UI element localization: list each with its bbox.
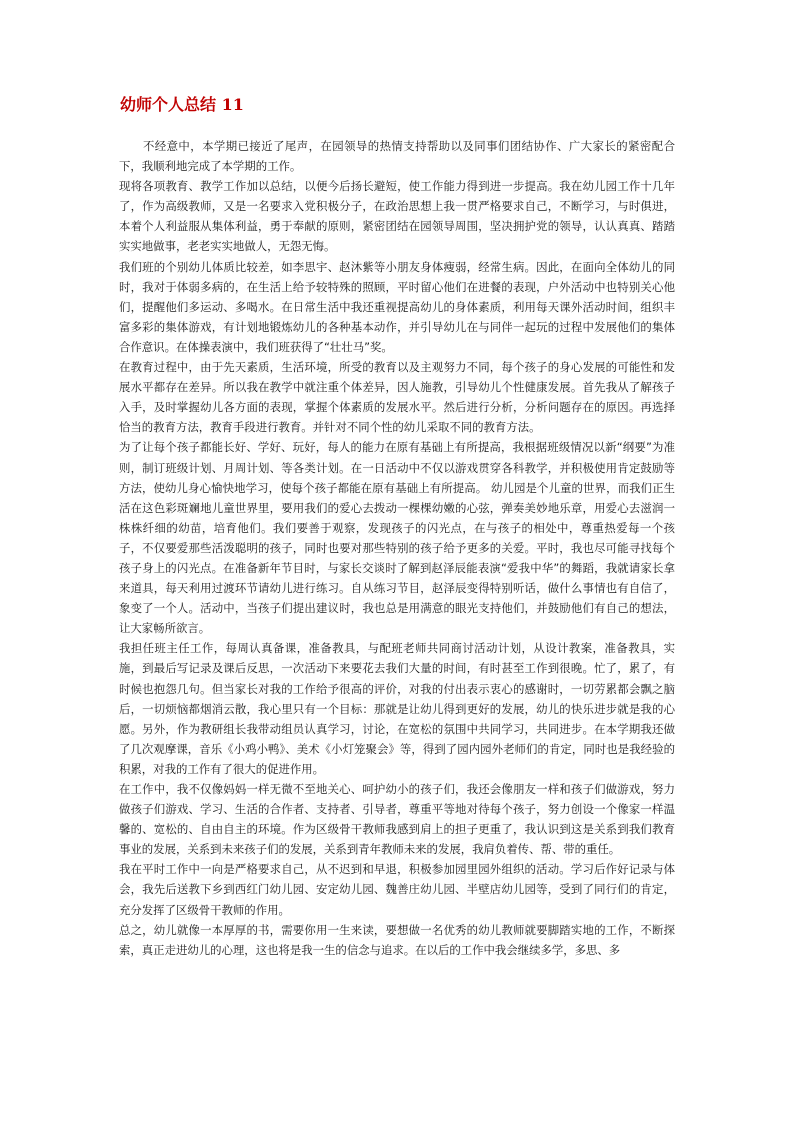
- document-title: 幼师个人总结 11: [120, 95, 244, 114]
- paragraph-political: 现将各项教育、教学工作加以总结，以便今后扬长避短，使工作能力得到进一步提高。我在幼儿园工作十几年了，作为高级教师，又是一名要求入党积极分子，在政治思想上我一贯严格要求自己，不断学习，与时俱进，本着个人利益服从集体利益，勇于奉献的原则，紧密团结在园领导周围，坚决拥护党的领导，认认真真、踏踏实实地做事，老老实实地做人，无怨无悔。: [119, 179, 675, 254]
- document-body: [119, 136, 675, 960]
- paragraph-care: 在工作中，我不仅像妈妈一样无微不至地关心、呵护幼小的孩子们，我还会像朋友一样和孩子们做游戏，努力做孩子们游戏、学习、生活的合作者、支持者、引导者，尊重平等地对待每个孩子，努力创设一个像家一样温馨的、宽松的、自由自主的环境。作为区级骨干教师我感到肩上的担子更重了，我认识到这是关系到我们教育事业的发展，关系到未来孩子们的发展，关系到青年教师未来的发展，我肩负着传、帮、带的重任。: [119, 782, 675, 857]
- paragraph-intro: 不经意中，本学期已接近了尾声，在园领导的热情支持帮助以及同事们团结协作、广大家长的紧密配合下，我顺利地完成了本学期的工作。: [119, 139, 675, 174]
- paragraph-conclusion: 总之，幼儿就像一本厚厚的书，需要你用一生来读，要想做一名优秀的幼儿教师就要脚踏实地的工作，不断探索，真正走进幼儿的心理，这也将是我一生的信念与追求。在以后的工作中我会继续多学，多思、多: [119, 922, 675, 957]
- paragraph-health: 我们班的个别幼儿体质比较差，如李思宇、赵沐紫等小朋友身体瘦弱，经常生病。因此，在面向全体幼儿的同时，我对于体弱多病的，在生活上给予较特殊的照顾，平时留心他们在进餐的表现，户外活动中也特别关心他们，提醒他们多运动、多喝水。在日常生活中我还重视提高幼儿的身体素质，利用每天课外活动时间，组织丰富多彩的集体游戏，有计划地锻炼幼儿的各种基本动作，并引导幼儿在与同伴一起玩的过程中发展他们的集体合作意识。在体操表演中，我们班获得了“壮壮马”奖。: [119, 259, 675, 354]
- paragraph-head-teacher: 我担任班主任工作，每周认真备课，准备教具，与配班老师共同商讨活动计划，从设计教案，准备教具，实施，到最后写记录及课后反思，一次活动下来要花去我们大量的时间，有时甚至工作到很晚。忙了，累了，有时候也抱怨几句。但当家长对我的工作给予很高的评价，对我的付出表示衷心的感谢时，一切劳累都会飘之脑后，一切烦恼都烟消云散，我心里只有一个目标：那就是让幼儿得到更好的发展，幼儿的快乐进步就是我的心愿。另外，作为教研组长我带动组员认真学习，讨论，在宽松的氛围中共同学习，共同进步。在本学期我还做了几次观摩课，音乐《小鸡小鸭》、美术《小灯笼聚会》等，得到了园内园外老师们的肯定，同时也是我经验的积累，对我的工作有了很大的促进作用。: [119, 641, 675, 776]
- paragraph-discipline: 我在平时工作中一向是严格要求自己，从不迟到和早退，积极参加园里园外组织的活动。学习后作好记录与体会，我先后送教下乡到西红门幼儿园、安定幼儿园、魏善庄幼儿园、半壁店幼儿园等，受到了同行们的肯定，充分发挥了区级骨干教师的作用。: [119, 862, 675, 917]
- paragraph-individual-differences: 在教育过程中，由于先天素质，生活环境，所受的教育以及主观努力不同，每个孩子的身心发展的可能性和发展水平都存在差异。所以我在教学中就注重个体差异，因人施教，引导幼儿个性健康发展。首先我从了解孩子入手，及时掌握幼儿各方面的表现，掌握个体素质的发展水平。然后进行分析，分析问题存在的原因。再选择恰当的教育方法，教育手段进行教育。并针对不同个性的幼儿采取不同的教育方法。: [119, 360, 675, 435]
- paragraph-planning: 为了让每个孩子都能长好、学好、玩好，每人的能力在原有基础上有所提高，我根据班级情况以新“纲要”为准则，制订班级计划、月周计划、等各类计划。在一日活动中不仅以游戏贯穿各科教学，并积极使用肯定鼓励等方法，使幼儿身心愉快地学习，使每个孩子都能在原有基础上有所提高。 幼儿园是个儿童的世界，而我们正生活在这色彩斑斓地儿童世界里，要用我们的爱心去拨动一棵棵幼嫩的心弦，弹奏美妙地乐章，用爱心去滋润一株株纤细的幼苗，培育他们。我们要善于观察，发现孩子的闪光点，在与孩子的相处中，尊重热爱每一个孩子，不仅要爱那些活泼聪明的孩子，同时也要对那些特别的孩子给予更多的关爱。平时，我也尽可能寻找每个孩子身上的闪光点。在准备新年节目时，与家长交谈时了解到赵泽辰能表演“爱我中华”的舞蹈，我就请家长拿来道具，每天利用过渡环节请幼儿进行练习。自从练习节目，赵泽辰变得特别听话，做什么事情也有自信了，象变了一个人。活动中，当孩子们提出建议时，我也总是用满意的眼光支持他们，并鼓励他们有自己的想法，让大家畅所欲言。: [119, 440, 675, 636]
